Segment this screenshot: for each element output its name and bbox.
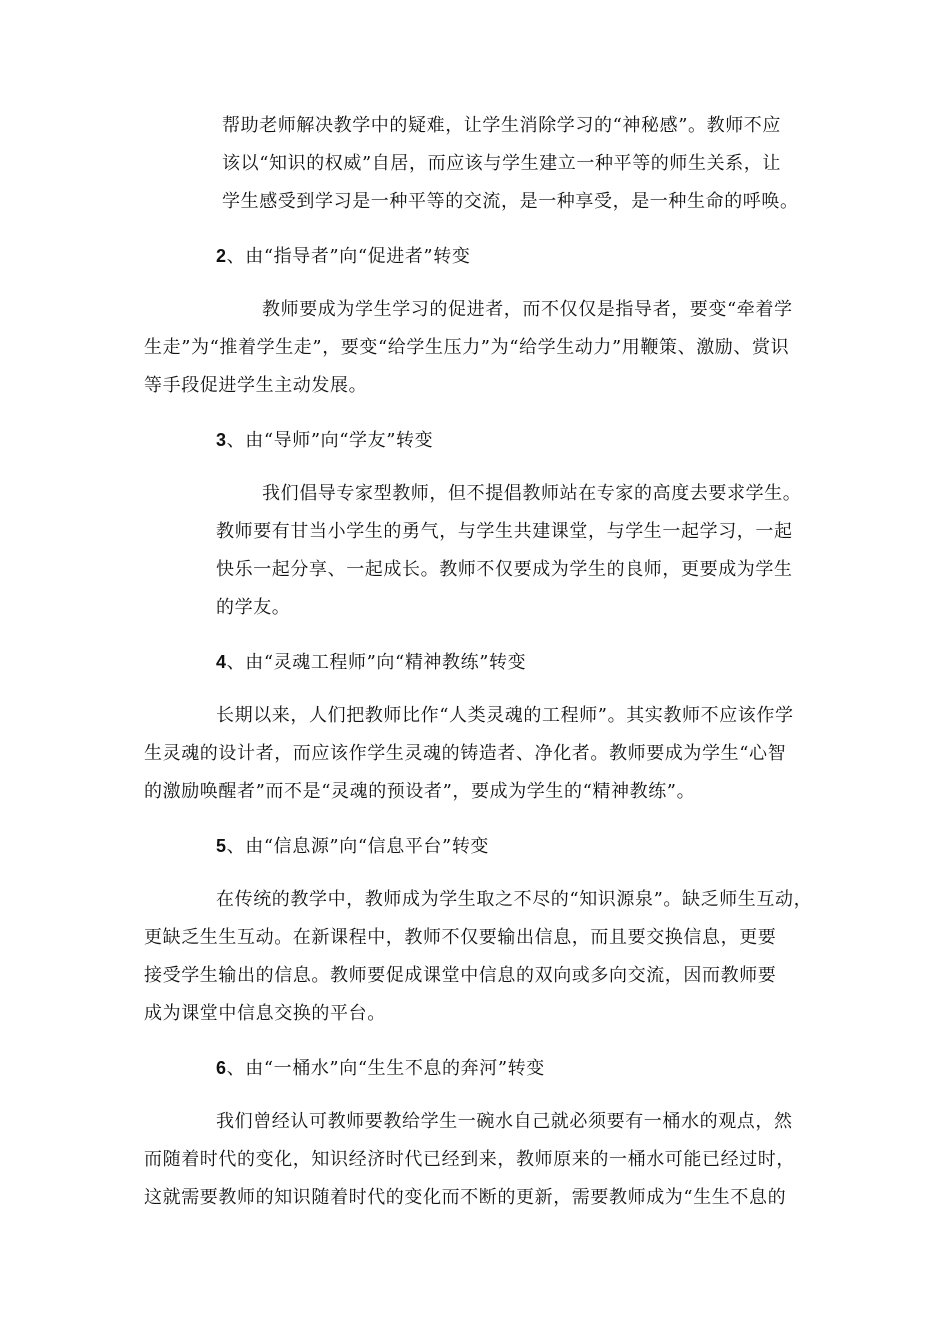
paragraph-line: 等手段促进学生主动发展。 — [144, 375, 368, 396]
section-heading — [216, 428, 433, 453]
paragraph-line: 我们倡导专家型教师，但不提倡教师站在专家的高度去要求学生。 — [262, 483, 802, 504]
paragraph-line: 生灵魂的设计者，而应该作学生灵魂的铸造者、净化者。教师要成为学生“心智 — [144, 743, 787, 764]
paragraph-line: 我们曾经认可教师要教给学生一碗水自己就必须要有一桶水的观点，然 — [216, 1111, 793, 1132]
section-title: 、由“灵魂工程师”向“精神教练”转变 — [226, 652, 527, 673]
section-title: 、由“信息源”向“信息平台”转变 — [226, 836, 490, 857]
paragraph-line: 的学友。 — [216, 597, 291, 618]
section-number: 2 — [216, 246, 227, 266]
paragraph-line: 学生感受到学习是一种平等的交流，是一种享受，是一种生命的呼唤。 — [222, 191, 799, 212]
section-title: 、由“导师”向“学友”转变 — [226, 430, 434, 451]
section-number: 4 — [216, 652, 227, 672]
paragraph-line: 该以“知识的权威”自居，而应该与学生建立一种平等的师生关系，让 — [222, 153, 782, 174]
paragraph-line: 生走”为“推着学生走”，要变“给学生压力”为“给学生动力”用鞭策、激励、赏识 — [144, 337, 790, 358]
paragraph-line: 教师要有甘当小学生的勇气，与学生共建课堂，与学生一起学习，一起 — [216, 521, 793, 542]
paragraph-line: 的激励唤醒者”而不是“灵魂的预设者”，要成为学生的“精神教练”。 — [144, 781, 696, 802]
section-title: 、由“一桶水”向“生生不息的奔河”转变 — [226, 1058, 545, 1079]
paragraph-line: 这就需要教师的知识随着时代的变化而不断的更新，需要教师成为“生生不息的 — [144, 1187, 787, 1208]
section-title: 、由“指导者”向“促进者”转变 — [226, 246, 471, 267]
paragraph-line: 更缺乏生生互动。在新课程中，教师不仅要输出信息，而且要交换信息，更要 — [144, 927, 777, 948]
section-heading — [216, 1056, 545, 1081]
section-number: 6 — [216, 1058, 227, 1078]
section-heading — [216, 244, 470, 269]
section-number: 3 — [216, 430, 227, 450]
paragraph-line: 快乐一起分享、一起成长。教师不仅要成为学生的良师，更要成为学生 — [216, 559, 793, 580]
section-heading — [216, 834, 489, 859]
paragraph-line: 在传统的教学中，教师成为学生取之不尽的“知识源泉”。缺乏师生互动， — [216, 889, 813, 910]
paragraph-line: 成为课堂中信息交换的平台。 — [144, 1003, 386, 1024]
section-number: 5 — [216, 836, 227, 856]
paragraph-line: 教师要成为学生学习的促进者，而不仅仅是指导者，要变“牵着学 — [262, 299, 793, 320]
section-heading — [216, 650, 526, 675]
paragraph-line: 接受学生输出的信息。教师要促成课堂中信息的双向或多向交流，因而教师要 — [144, 965, 777, 986]
paragraph-line: 帮助老师解决教学中的疑难，让学生消除学习的“神秘感”。教师不应 — [222, 115, 782, 136]
paragraph-line: 长期以来，人们把教师比作“人类灵魂的工程师”。其实教师不应该作学 — [216, 705, 794, 726]
paragraph-line: 而随着时代的变化，知识经济时代已经到来，教师原来的一桶水可能已经过时， — [144, 1149, 795, 1170]
